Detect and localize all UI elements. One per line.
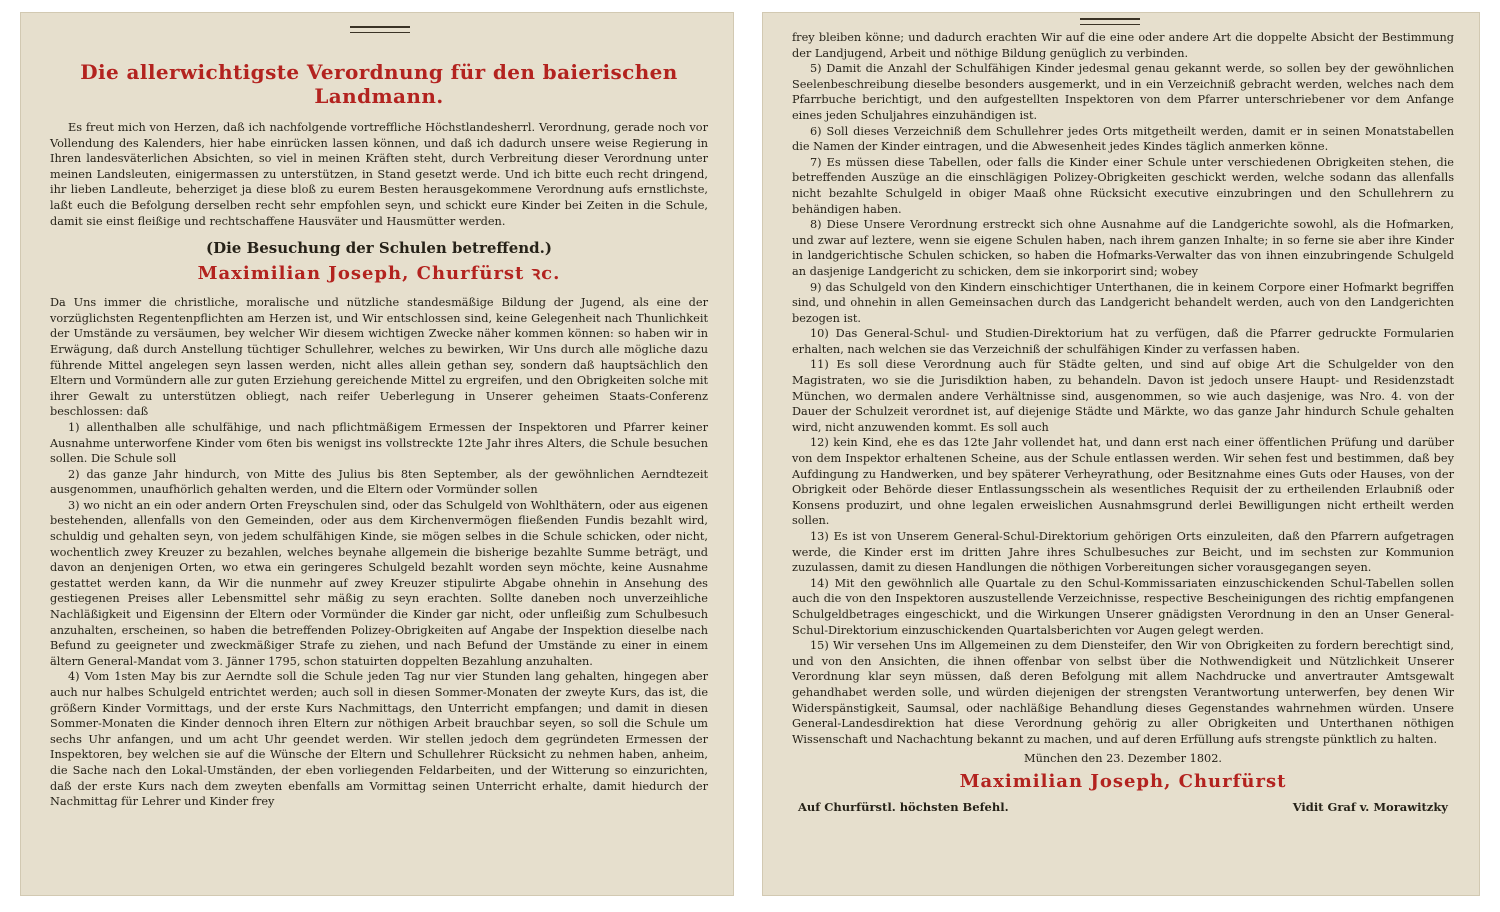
article-13: 13) Es ist von Unserem General-Schul-Direktorium gehörigen Orts einzuleiten, daß den Pfarrern aufgetragen werde, die Kinder erst im dritten Jahre ihres Schulbesuches zur Beicht, und im sechsten zur Kommunion zuzulassen, damit zu diesen Handlungen die nöthigen Vorbereitungen sicher vorausgegangen seyen. [792, 530, 1454, 575]
article-7: 7) Es müssen diese Tabellen, oder falls die Kinder einer Schule unter verschiedenen Obrigkeiten stehen, die betreffenden Auszüge an die einschlägigen Polizey-Obrigkeiten geschickt werden, welche sodann das allenfalls nicht bezahlte Schulgeld in obiger Maaß ohne Rücksicht executive einzubringen und den Schullehrern zu behändigen haben. [792, 155, 1454, 216]
decree-date: München den 23. Dezember 1802. [1024, 752, 1222, 766]
article-4: 4) Vom 1sten May bis zur Aerndte soll die Schule jeden Tag nur vier Stunden lang gehalten, hingegen aber auch nur halbes Schulgeld entrichtet werden; auch soll in diesen Sommer-Monaten der zweyte Kurs, das ist, die größern Kinder Vormittags, und der erste Kurs Nachmittags, den Unterricht empfangen; und damit in diesen Sommer-Monaten die Kinder dennoch ihren Eltern zur nöthigen Arbeit brauchbar seyen, so soll die Schule um sechs Uhr anfangen, und um acht Uhr geendet werden. Wir stellen jedoch dem gegründeten Ermessen der Inspektoren, bey welchen sie auf die Wünsche der Eltern und Schullehrer Rücksicht zu nehmen haben, anheim, die Sache nach den Lokal-Umständen, der eben vorliegenden Feldarbeiten, und der Witterung so einzurichten, daß der erste Kurs nach dem zweyten ebenfalls am Vormittag seinen Unterricht erhalte, damit hiedurch der Nachmittag für Lehrer und Kinder frey [50, 670, 708, 809]
top-rule [1080, 18, 1140, 25]
article-2: 2) das ganze Jahr hindurch, von Mitte des Julius bis 8ten September, als der gewöhnlichen Aerndtezeit ausgenommen, unaufhörlich gehalten werden, und die Eltern oder Vormünder sollen [50, 467, 708, 497]
article-1: 1) allenthalben alle schulfähige, und nach pflichtmäßigem Ermessen der Inspektoren und Pfarrer keiner Ausnahme unterworfene Kinder vom 6ten bis wenigst ins vollstreckte 12te Jahr ihres Alters, die Schule besuchen sollen. Die Schule soll [50, 420, 708, 466]
article-12: 12) kein Kind, ehe es das 12te Jahr vollendet hat, und dann erst nach einer öffentlichen Prüfung und darüber von dem Inspektor erhaltenen Scheine, aus der Schule entlassen werden. Wir sehen fest und bestimmen, daß bey Aufdingung zu Handwerken, und bey späterer Verheyrathung, oder Besitznahme eines Guts oder Hauses, von der Obrigkeit oder Behörde dieser Entlassungsschein als wesentliches Requisit der zu ertheilenden Erlaubniß oder Konsens produzirt, und ohne legalen erweislichen Ausnahmsgrund derlei Bewilligungen nicht ertheilt werden sollen. [792, 436, 1454, 528]
footer-countersign: Vidit Graf v. Morawitzky [1292, 799, 1448, 814]
top-rule [350, 26, 410, 33]
article-9: 9) das Schulgeld von den Kindern einschichtiger Unterthanen, die in keinem Corpore einer Hofmarkt begriffen sind, und ohnehin in allen Gemeinsachen durch das Landgericht behandelt werden, auch von den Landgerichten bezogen ist. [792, 280, 1454, 325]
article-14: 14) Mit den gewöhnlich alle Quartale zu den Schul-Kommissariaten einzuschickenden Schul-Tabellen sollen auch die von den Inspektoren auszustellende Verzeichnisse, respective Bescheinigungen des richtig empfangenen Schulgeldbetrages eingeschickt, und die Wirkungen Unserer gnädigsten Verordnung in den an Unser General-Schul-Direktorium einzuschickenden Quartalsberichten vor Augen gelegt werden. [792, 576, 1454, 637]
article-11: 11) Es soll diese Verordnung auch für Städte gelten, und sind auf obige Art die Schulgelder von den Magistraten, wo sie die Jurisdiktion haben, zu behandeln. Davon ist jedoch unsere Haupt- und Residenzstadt München, wo dermalen andere Verhältnisse sind, ausgenommen, so wie auch dasjenige, was Nro. 4. von der Dauer der Schulzeit verordnet ist, auf diejenige Städte und Märkte, wo das ganze Jahr hindurch Schule gehalten wird, nicht anzuwenden kommt. Es soll auch [792, 358, 1454, 434]
ruler-name: Maximilian Joseph, Churfürst ꝛc. [197, 263, 561, 285]
article-3: 3) wo nicht an ein oder andern Orten Freyschulen sind, oder das Schulgeld von Wohlthätern, oder aus eigenen bestehenden, allenfalls von den Gemeinden, oder aus dem Kirchenvermögen fließenden Fundis bezahlt wird, schuldig und gehalten seyn, von jedem schulfähigen Kinde, sie mögen selbes in die Schule schicken, oder nicht, wochentlich zwey Kreuzer zu bezahlen, welches beynahe allgemein die bisherige bezahlte Summe beträgt, und davon an denjenigen Orten, wo etwa ein geringeres Schulgeld bezahlt worden seyn möchte, keine Ausnahme gestattet werden kann, da Wir die nunmehr auf zwey Kreuzer stipulirte Abgabe ohnehin in Ansehung des gestiegenen Preises aller Lebensmittel sehr mäßig zu seyn erachten. Sollte daneben noch unverzeihliche Nachläßigkeit und Eigensinn der Eltern oder Vormünder die Kinder gar nicht, oder unfleißig zum Schulbesuch anzuhalten, erscheinen, so haben die betreffenden Polizey-Obrigkeiten auf Angabe der Inspektion dieselbe nach Befund zu geeigneter und zweckmäßiger Strafe zu ziehen, und nach Befund der Umstände zu einer in einem ältern General-Mandat vom 3. Jänner 1795, schon statuirten doppelten Bezahlung anzuhalten. [50, 498, 708, 668]
signature: Maximilian Joseph, Churfürst [959, 770, 1287, 792]
article-4-continued: frey bleiben könne; und dadurch erachten Wir auf die eine oder andere Art die doppelte Absicht der Bestimmung der Landjugend, Arbeit und nöthige Bildung genüglich zu verbinden. [792, 31, 1454, 60]
article-6: 6) Soll dieses Verzeichniß dem Schullehrer jedes Orts mitgetheilt werden, damit er in seinen Monatstabellen die Namen der Kinder eintragen, und die Abwesenheit jedes Kindes täglich anmerken könne. [792, 124, 1454, 154]
article-5: 5) Damit die Anzahl der Schulfähigen Kinder jedesmal genau gekannt werde, so sollen bey der gewöhnlichen Seelenbeschreibung dieselbe besonders ausgemerkt, und in ein Verzeichniß gebracht werden, welches nach dem Pfarrbuche berichtigt, und den aufgestellten Inspektoren von dem Pfarrer unterschriebener vor dem Anfange eines jeden Schuljahres einzuhändigen ist. [792, 62, 1454, 122]
article-15: 15) Wir versehen Uns im Allgemeinen zu dem Diensteifer, den Wir von Obrigkeiten zu fordern berechtigt sind, und von den Ansichten, die ihnen offenbar von selbst über die Nothwendigkeit und Nützlichkeit Unserer Verordnung klar seyn müssen, daß deren Befolgung mit allem Nachdrucke und anvertrauter Amtsgewalt gehandhabet werden solle, und würden diejenigen der strengsten Verantwortung unterwerfen, bey denen Wir Widerspänstigkeit, Saumsal, oder nachläßige Behandlung dieses Gegenstandes wahrnehmen würden. Unsere General-Landesdirektion hat diese Verordnung gehörig zu aller Obrigkeiten und Unterthanen nöthigen Wissenschaft und Nachachtung bekannt zu machen, und auf deren Erfüllung aufs strengste pünktlich zu halten. [792, 639, 1454, 746]
intro-paragraph: Es freut mich von Herzen, daß ich nachfolgende vortreffliche Höchstlandesherrl. Verordnung, gerade noch vor Vollendung des Kalenders, hier habe einrücken lassen können, und daß ich dadurch unsere weise Regierung in Ihren landesväterlichen Absichten, so viel in meinen Kräften steht, durch Verbreitung dieser Verordnung unter meinen Landsleuten, einigermassen zu unterstützen, in Stand gesetzt werde. Und ich bitte euch recht dringend, ihr lieben Landleute, beherziget ja diese bloß zu eurem Besten herausgekommene Verordnung aufs ernstlichste, laßt euch die Befolgung derselben recht sehr empfohlen seyn, und schickt eure Kinder bei Zeiten in die Schule, damit sie einst fleißige und rechtschaffene Hausväter und Hausmütter werden. [50, 121, 708, 228]
article-10: 10) Das General-Schul- und Studien-Direktorium hat zu verfügen, daß die Pfarrer gedruckte Formularien erhalten, nach welchen sie das Verzeichniß der schulfähigen Kinder zu verfassen haben. [792, 327, 1454, 356]
left-page [20, 12, 734, 896]
article-8: 8) Diese Unsere Verordnung erstreckt sich ohne Ausnahme auf die Landgerichte sowohl, als die Hofmarken, und zwar auf leztere, wenn sie eigene Schulen haben, nach ihrem ganzen Inhalte; in so ferne sie aber ihre Kinder in landgerichtische Schulen schicken, so haben die Hofmarks-Verwalter das von ihnen einzubringende Schulgeld an dasjenige Landgericht zu schicken, dem sie inkorporirt sind; wobey [792, 218, 1454, 278]
headline: Die allerwichtigste Verordnung für den baierischen Landmann. [80, 60, 678, 108]
decree-subject: (Die Besuchung der Schulen betreffend.) [206, 239, 552, 258]
right-page [762, 12, 1480, 896]
footer [792, 800, 1454, 814]
preamble-paragraph: Da Uns immer die christliche, moralische und nützliche standesmäßige Bildung der Jugend, als eine der vorzüglichsten Regentenpflichten am Herzen ist, und Wir entschlossen sind, keine Gelegenheit nach Thunlichkeit der Umstände zu versäumen, bey welcher Wir diesem wichtigen Zwecke näher kommen können: so haben wir in Erwägung, daß durch Anstellung tüchtiger Schullehrer, welches zu bewirken, Wir Uns durch alle mögliche dazu führende Mittel angelegen seyn lassen werden, nicht alles allein gethan sey, sondern daß hauptsächlich den Eltern und Vormündern alle zur guten Erziehung gereichende Mittel zu ergreifen, und den Obrigkeiten solche mit ihrer Gewalt zu unterstützen obliegt, nach reifer Ueberlegung in Unserer geheimen Staats-Conferenz beschlossen: daß [50, 296, 708, 419]
footer-command: Auf Churfürstl. höchsten Befehl. [798, 799, 1009, 814]
